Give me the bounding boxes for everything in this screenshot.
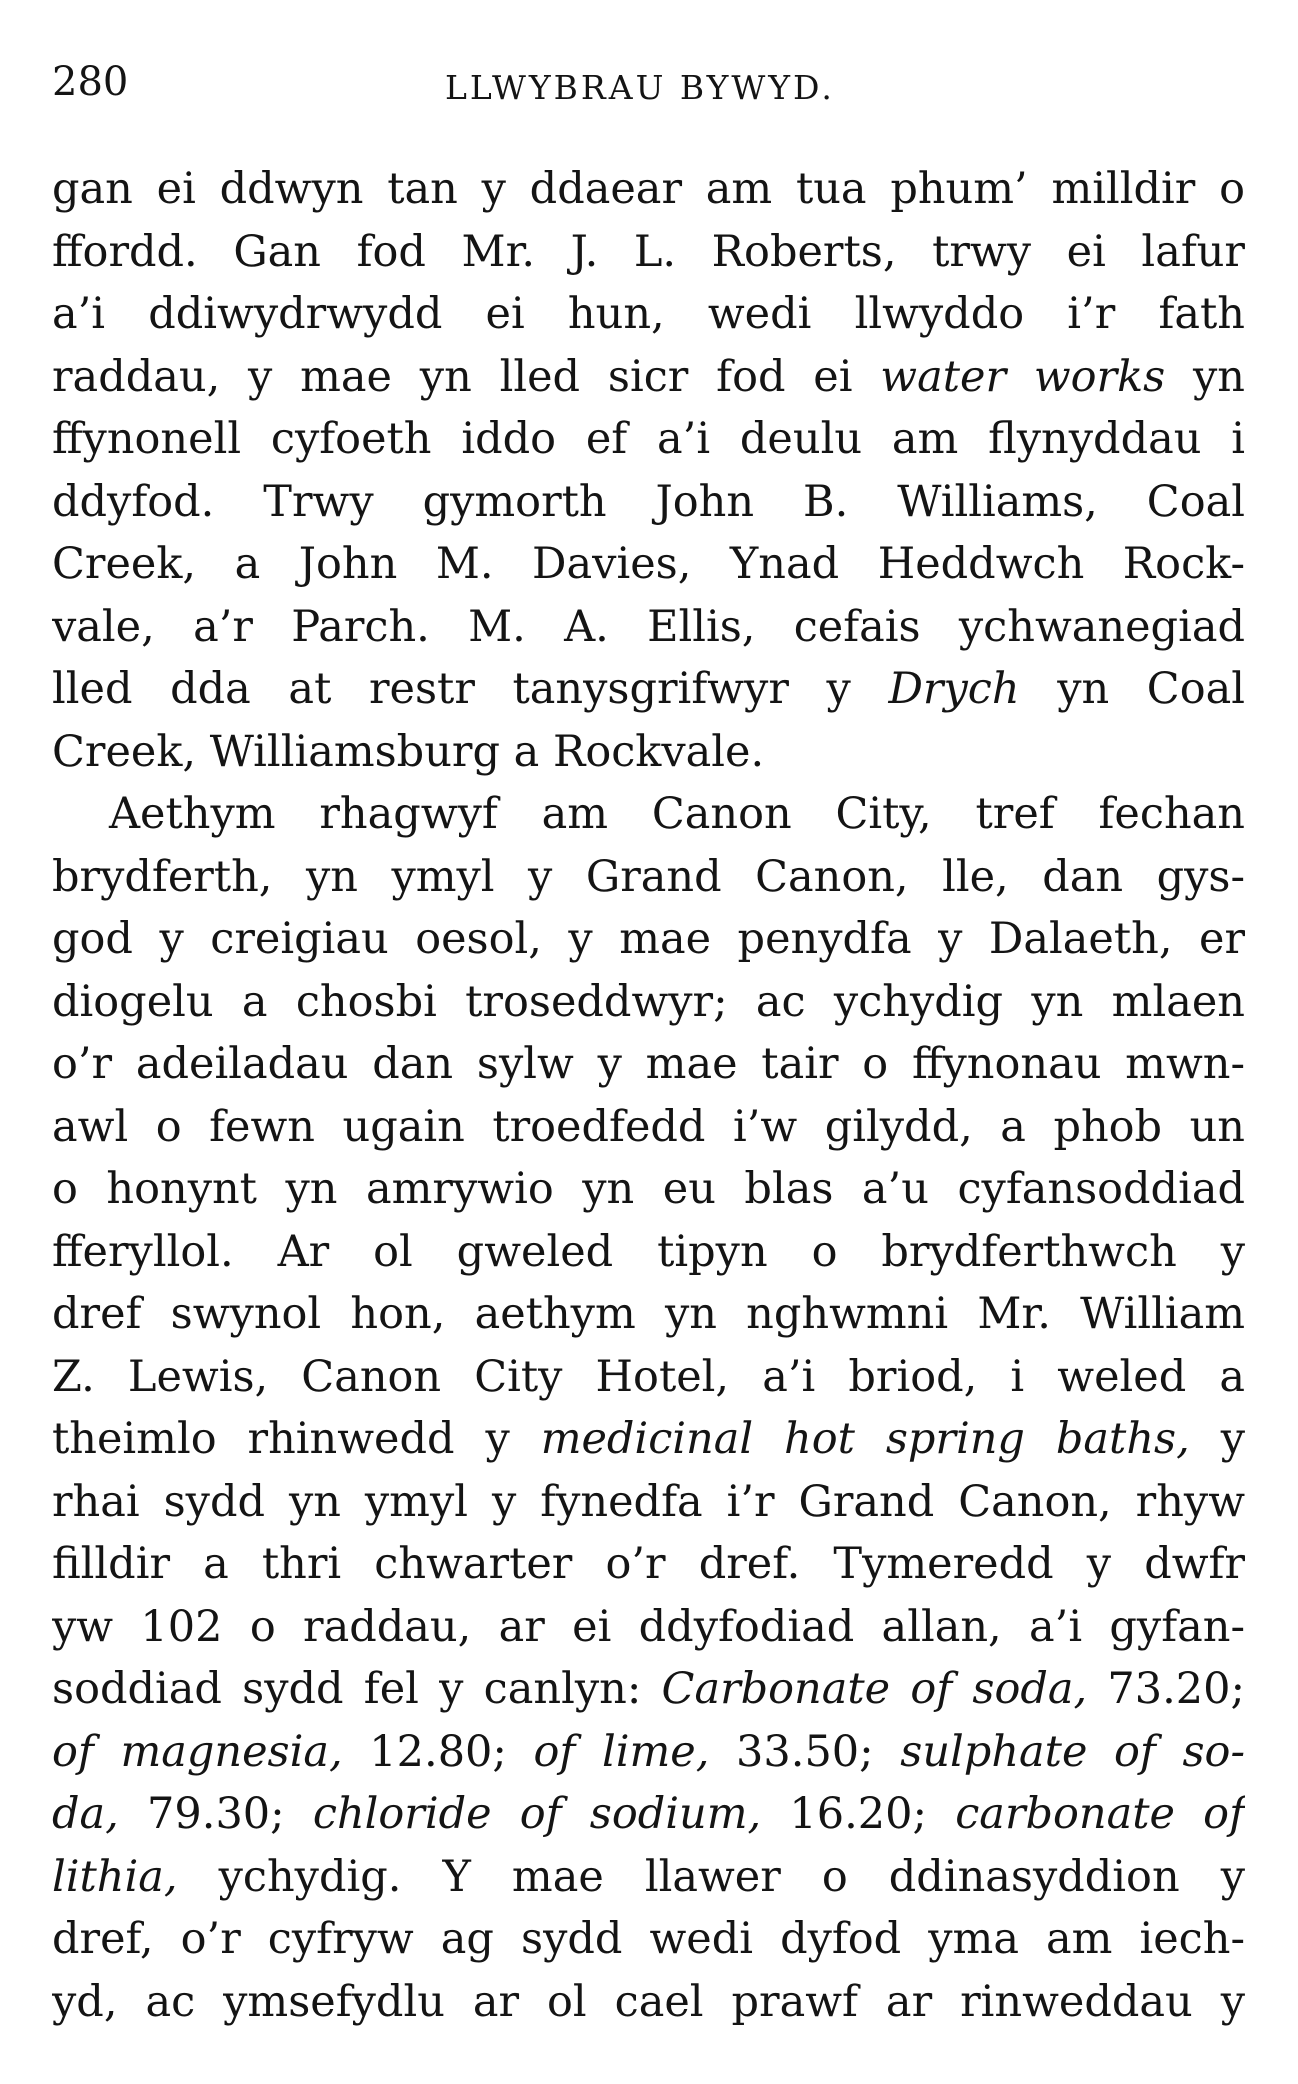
italic-run: of magnesia, bbox=[52, 1726, 343, 1777]
text-run: rhai sydd yn ymyl y fynedfa i’r Grand Canon, rhyw bbox=[52, 1476, 1245, 1527]
text-run: 73.20; bbox=[1087, 1664, 1245, 1714]
italic-run: water works bbox=[880, 351, 1166, 402]
text-run: filldir a thri chwarter o’r dref. Tymeredd y dwfr bbox=[52, 1539, 1245, 1589]
text-line bbox=[52, 908, 1245, 971]
text-line bbox=[52, 1846, 1245, 1909]
text-run: awl o fewn ugain troedfedd i’w gilydd, a phob un bbox=[52, 1101, 1245, 1152]
text-run: lled dda at restr tanysgrifwyr y bbox=[52, 664, 889, 714]
italic-run: lithia, bbox=[52, 1851, 178, 1902]
italic-run: da, bbox=[52, 1789, 119, 1839]
text-run: 33.50; bbox=[709, 1726, 901, 1777]
text-line bbox=[52, 721, 1245, 784]
text-run: yw 102 o raddau, ar ei ddyfodiad allan, a’i gyfan- bbox=[52, 1601, 1245, 1652]
text-run: gan ei ddwyn tan y ddaear am tua phum’ milldir o bbox=[52, 164, 1245, 214]
italic-run: medicinal hot spring baths, bbox=[540, 1414, 1190, 1464]
text-run: theimlo rhinwedd y bbox=[52, 1414, 541, 1464]
italic-run: carbonate of bbox=[955, 1789, 1245, 1839]
text-line bbox=[52, 533, 1245, 596]
text-run: a’i ddiwydrwydd ei hun, wedi llwyddo i’r fath bbox=[52, 289, 1245, 339]
text-line bbox=[52, 1096, 1245, 1159]
italic-run: of lime, bbox=[533, 1726, 710, 1777]
text-run: ychydig. Y mae llawer o ddinasyddion y bbox=[177, 1851, 1245, 1902]
text-line bbox=[52, 1033, 1245, 1096]
text-line bbox=[52, 1221, 1245, 1284]
text-line bbox=[52, 1971, 1245, 2034]
text-run: o’r adeiladau dan sylw y mae tair o ffynonau mwn- bbox=[52, 1039, 1245, 1089]
italic-run: Drych bbox=[888, 664, 1020, 714]
italic-run: sulphate of so- bbox=[900, 1726, 1245, 1777]
text-run: o honynt yn amrywio yn eu blas a’u cyfansoddiad bbox=[52, 1164, 1245, 1214]
text-run: Creek, Williamsburg a Rockvale. bbox=[52, 726, 765, 777]
text-line bbox=[52, 346, 1245, 409]
text-run: 12.80; bbox=[342, 1726, 534, 1777]
text-run: Z. Lewis, Canon City Hotel, a’i briod, i weled a bbox=[52, 1351, 1245, 1402]
text-run: Creek, a John M. Davies, Ynad Heddwch Rock- bbox=[52, 539, 1245, 589]
text-line bbox=[52, 1721, 1245, 1784]
text-run: ffordd. Gan fod Mr. J. L. Roberts, trwy ei lafur bbox=[52, 226, 1245, 277]
text-run: soddiad sydd fel y canlyn: bbox=[52, 1664, 662, 1714]
text-run: dref swynol hon, aethym yn nghwmni Mr. William bbox=[52, 1289, 1245, 1339]
text-run: 16.20; bbox=[761, 1789, 956, 1839]
text-run: raddau, y mae yn lled sicr fod ei bbox=[52, 351, 881, 402]
text-run: y bbox=[1189, 1414, 1245, 1464]
text-line bbox=[52, 158, 1245, 221]
text-line bbox=[52, 471, 1245, 534]
text-run: vale, a’r Parch. M. A. Ellis, cefais ychwanegiad bbox=[52, 601, 1245, 652]
text-run: 79.30; bbox=[118, 1789, 313, 1839]
italic-run: Carbonate of soda, bbox=[661, 1664, 1088, 1714]
text-run: ddyfod. Trwy gymorth John B. Williams, Coal bbox=[52, 476, 1245, 527]
text-run: Aethym rhagwyf am Canon City, tref fechan bbox=[109, 789, 1245, 839]
text-run: yd, ac ymsefydlu ar ol cael prawf ar rinweddau y bbox=[52, 1976, 1245, 2027]
italic-run: chloride of sodium, bbox=[312, 1789, 762, 1839]
text-line bbox=[52, 1471, 1245, 1534]
text-line bbox=[52, 596, 1245, 659]
page-number: 280 bbox=[52, 59, 129, 105]
text-line bbox=[52, 1533, 1245, 1596]
text-run: dref, o’r cyfryw ag sydd wedi dyfod yma am iech- bbox=[52, 1914, 1245, 1964]
text-run: diogelu a chosbi troseddwyr; ac ychydig yn mlaen bbox=[52, 976, 1245, 1027]
text-run: fferyllol. Ar ol gweled tipyn o brydferthwch y bbox=[52, 1226, 1245, 1277]
text-line bbox=[52, 283, 1245, 346]
text-run: ffynonell cyfoeth iddo ef a’i deulu am flynyddau i bbox=[52, 414, 1245, 464]
body-text bbox=[52, 158, 1245, 2033]
running-head: LLWYBRAU BYWYD. bbox=[445, 68, 835, 107]
text-line bbox=[52, 658, 1245, 721]
text-line bbox=[52, 1346, 1245, 1409]
text-run: brydferth, yn ymyl y Grand Canon, lle, dan gys- bbox=[52, 851, 1245, 902]
text-run: yn Coal bbox=[1019, 664, 1245, 714]
text-line bbox=[52, 1908, 1245, 1971]
text-line bbox=[52, 846, 1245, 909]
text-line bbox=[52, 1283, 1245, 1346]
text-line bbox=[52, 783, 1245, 846]
text-line bbox=[52, 221, 1245, 284]
text-line bbox=[52, 971, 1245, 1034]
page-header bbox=[52, 52, 1252, 112]
text-line bbox=[52, 1783, 1245, 1846]
text-line bbox=[52, 1158, 1245, 1221]
text-line bbox=[52, 1408, 1245, 1471]
text-line bbox=[52, 1596, 1245, 1659]
text-run: yn bbox=[1165, 351, 1245, 402]
text-run: god y creigiau oesol, y mae penydfa y Dalaeth, er bbox=[52, 914, 1245, 964]
text-line bbox=[52, 1658, 1245, 1721]
text-line bbox=[52, 408, 1245, 471]
